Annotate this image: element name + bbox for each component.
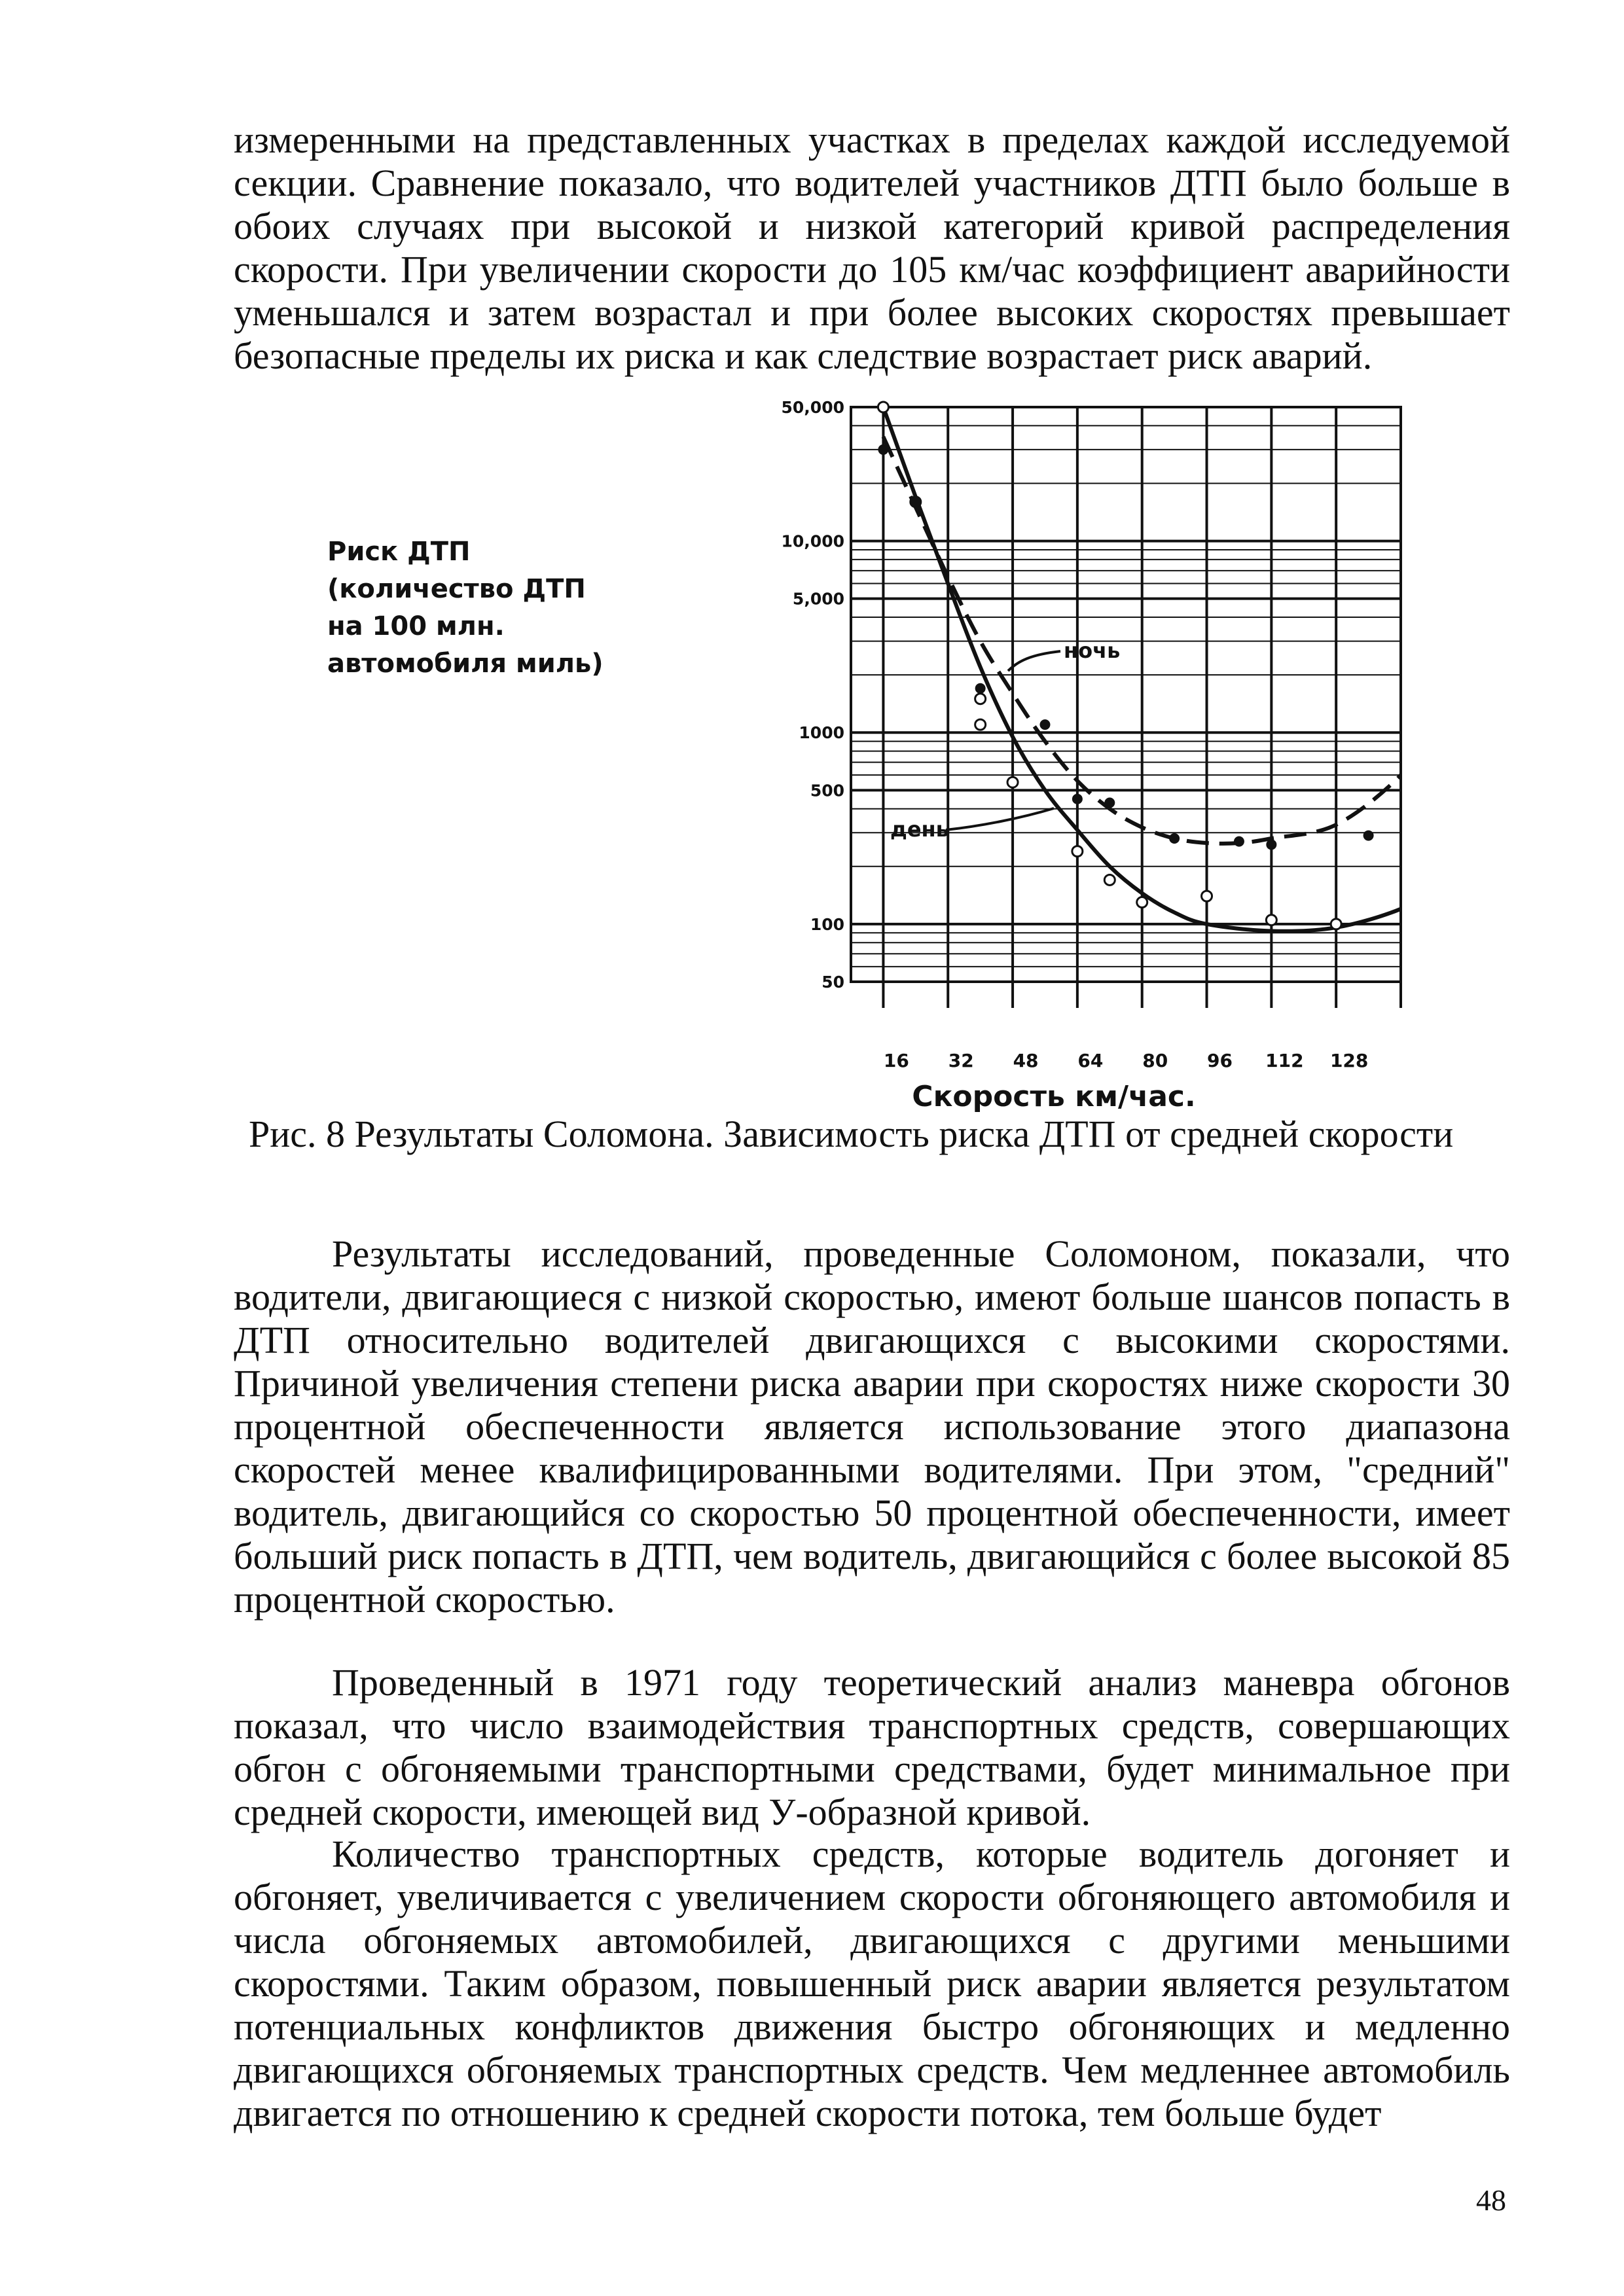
- data-point-night: [1039, 719, 1050, 730]
- x-tick-label: 112: [1265, 1050, 1304, 1071]
- data-point-night: [1363, 831, 1374, 841]
- data-point-night: [1169, 833, 1180, 844]
- data-point-day: [1137, 897, 1147, 908]
- data-point-night: [878, 444, 888, 455]
- data-point-night: [1234, 836, 1244, 847]
- chart-labels: [782, 398, 1369, 1113]
- page-number: 48: [1476, 2183, 1506, 2217]
- y-tick-label: 500: [810, 781, 844, 800]
- y-tick-label: 5,000: [792, 589, 844, 609]
- data-point-day: [975, 694, 986, 704]
- figure-caption: Рис. 8 Результаты Соломона. Зависимость риска ДТП от средней скорости: [249, 1113, 1454, 1155]
- chart-points: [878, 402, 1373, 929]
- data-point-day: [878, 402, 888, 412]
- y-tick-label: 50,000: [781, 398, 844, 417]
- y-tick-label: 50: [821, 973, 844, 992]
- annotation-night-leader: [1008, 651, 1060, 671]
- annotation-day-leader: [946, 808, 1054, 830]
- y-tick-label: 10,000: [781, 531, 844, 551]
- x-tick-label: 32: [948, 1050, 974, 1071]
- y-label-line-1: Риск ДТП: [327, 537, 471, 567]
- paragraph-results: Результаты исследований, проведенные Соломоном, показали, что водители, двигающиеся с низкой скоростью, имеют больше шансов попасть в ДТП относительно водителей двигающихся с высокими скоростями. Причиной увеличения степени риска аварии при скоростях ниже скорости 30 процентной обеспеченности является использование этого диапазона скоростей менее квалифицированными водителями. При этом, "средний" водитель, двигающийся со скоростью 50 процентной обеспеченности, имеет больший риск попасть в ДТП, чем водитель, двигающийся с более высокой 85 процентной скоростью.: [234, 1232, 1510, 1621]
- annotation-night: ночь: [1064, 638, 1121, 663]
- y-tick-label: 1000: [799, 723, 844, 743]
- data-point-night: [1072, 794, 1083, 804]
- plot-frame: [851, 407, 1401, 982]
- y-label-line-4: автомобиля миль): [327, 649, 604, 679]
- data-point-day: [1072, 846, 1083, 857]
- data-point-day: [1202, 891, 1212, 901]
- annotation-day: день: [890, 817, 949, 842]
- series-curve-day: [883, 407, 1433, 931]
- data-point-day: [1007, 777, 1018, 787]
- series-curve-night: [883, 437, 1433, 844]
- y-label-line-2: (количество ДТП: [327, 574, 586, 604]
- y-tick-label: 100: [810, 914, 844, 934]
- chart-curves: [883, 407, 1433, 931]
- x-tick-label: 96: [1207, 1050, 1233, 1071]
- x-tick-label: 128: [1329, 1050, 1369, 1071]
- data-point-day: [1266, 915, 1276, 925]
- data-point-night: [975, 683, 986, 694]
- x-tick-label: 64: [1077, 1050, 1104, 1071]
- paragraph-analysis: Проведенный в 1971 году теоретический анализ маневра обгонов показал, что число взаимодействия транспортных средств, совершающих обгон с обгоняемыми транспортными средствами, будет минимальное при средней скорости, имеющей вид У-образной кривой.: [234, 1661, 1510, 1833]
- x-tick-label: 16: [883, 1050, 909, 1071]
- y-label-line-3: на 100 млн.: [327, 611, 505, 641]
- paragraph-overtaking: Количество транспортных средств, которые водитель догоняет и обгоняет, увеличивается с увеличением скорости обгоняющего автомобиля и числа обгоняемых автомобилей, двигающихся с другими меньшими скоростями. Таким образом, повышенный риск аварии является результатом потенциальных конфликтов движения быстро обгоняющих и медленно двигающихся обгоняемых транспортных средств. Чем медленнее автомобиль двигается по отношению к средней скорости потока, тем больше будет: [234, 1833, 1510, 2134]
- data-point-night: [911, 497, 921, 507]
- paragraph-intro: измеренными на представленных участках в пределах каждой исследуемой секции. Сравнение показало, что водителей участников ДТП было больше в обоих случаях при высокой и низкой категорий кривой распределения скорости. При увеличении скорости до 105 км/час коэффициент аварийности уменьшался и затем возрастал и при более высоких скоростях превышает безопасные пределы их риска и как следствие возрастает риск аварий.: [234, 118, 1510, 377]
- data-point-day: [1331, 919, 1341, 929]
- data-point-day: [1104, 874, 1115, 885]
- chart-grid: [851, 407, 1401, 1008]
- data-point-night: [1104, 798, 1115, 808]
- data-point-day: [975, 719, 986, 730]
- x-tick-label: 80: [1142, 1050, 1168, 1071]
- x-axis-title: Скорость км/час.: [912, 1080, 1196, 1113]
- x-tick-label: 48: [1013, 1050, 1039, 1071]
- risk-speed-chart: [0, 0, 1624, 1113]
- data-point-night: [1266, 839, 1276, 850]
